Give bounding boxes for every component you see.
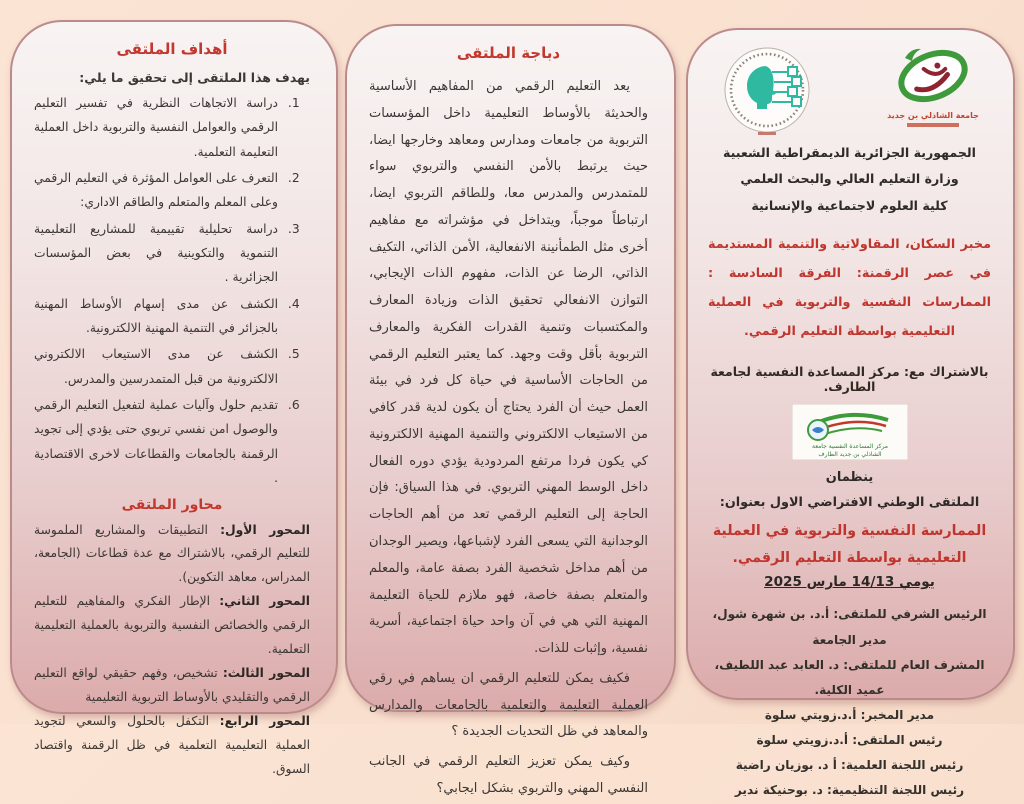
axis-item xyxy=(34,710,310,782)
gov-line: كلية العلوم لاجتماعية والإنسانية xyxy=(751,197,948,213)
event-intro: الملتقى الوطني الافتراضي الاول بعنوان: xyxy=(719,495,980,511)
axis-item xyxy=(34,590,310,662)
committee-line: رئيس الملتقى: أ.د.زويتي سلوة xyxy=(756,733,943,748)
committee-line: مدير المخبر: أ.د.زويتي سلوة xyxy=(764,707,935,722)
objective-item: 6. تقديم حلول وآليات عملية لتفعيل التعليم الرقمي والوصول امن نفسي تربوي حتى يؤدي إلى تجويد الرقمنة بالجامعات والقطاعات لاخرى الاقتصادية . xyxy=(34,393,284,490)
objective-item: 1. دراسة الاتجاهات النظرية في تفسير التعليم الرقمي والعوامل النفسية والتربوية داخل العملية التعليمة التعلمية. xyxy=(34,91,284,164)
axis-item xyxy=(34,519,310,591)
axis-text: التطبيقات والمشاريع الملموسة للتعليم الرقمي، بالاشتراك مع عدة قطاعات (الجامعة، المدراس، معاهد التكوين). xyxy=(34,522,310,585)
committee-line: رئيس اللجنة العلمية: أ د. بوزيان راضية xyxy=(735,758,964,773)
objective-item: 5. الكشف عن مدى الاستيعاب الالكتروني الالكترونية من قبل المتمدرسين والمدرس. xyxy=(34,342,284,391)
objectives-intro: يهدف هذا الملتقى إلى تحقيق ما يلي: xyxy=(79,70,310,85)
objective-item: 2. التعرف على العوامل المؤثرة في التعليم الرقمي وعلى المعلم والمتعلم والطاقم الاداري: xyxy=(34,166,284,215)
axis-item xyxy=(34,662,310,710)
preamble-paragraph: فكيف يمكن للتعليم الرقمي ان يساهم في رقي العملية التعليمة والتعلمية بالجامعات والمدارس والمعاهد في ظل التحديات الجديدة ؟ xyxy=(369,670,648,740)
center-logo-wrap xyxy=(708,404,991,460)
svg-text:مركز المساعدة النفسية جامعة: مركز المساعدة النفسية جامعة xyxy=(811,443,888,451)
objective-item: 3. دراسة تحليلية تقييمية للمشاريع التعليمية التنموية والتكوينية في بعض المؤسسات الجزائرية . xyxy=(34,217,284,290)
organizers-line: ينظمان xyxy=(825,470,874,486)
objectives-list xyxy=(34,91,310,491)
axis-label: المحور الرابع: xyxy=(219,714,310,729)
objectives-title: أهداف الملتقى xyxy=(116,40,228,58)
preamble-title: دباجة الملتقى xyxy=(456,44,561,62)
axes-list xyxy=(34,519,310,783)
preamble-paragraph: وكيف يمكن تعزيز التعليم الرقمي في الجانب النفسي المهني والتربوي بشكل ايجابي؟ xyxy=(369,754,648,796)
logo-row xyxy=(708,42,991,140)
axis-text: تشخيص، وفهم حقيقي لواقع التعليم الرقمي والتقليدي بالأوساط التربوية التعليمية xyxy=(34,666,310,705)
preamble-body xyxy=(369,74,648,803)
gov-lines xyxy=(708,140,991,219)
panel-objectives xyxy=(10,20,338,777)
partnership-line: بالاشتراك مع: مركز المساعدة النفسية لجامعة الطارف. xyxy=(710,364,989,395)
event-date: يومي 14/13 مارس 2025 xyxy=(764,574,935,591)
axis-label: المحور الثالث: xyxy=(222,666,311,681)
panel-preamble xyxy=(345,24,676,796)
svg-text:الشاذلي بن جديد الطارف: الشاذلي بن جديد الطارف xyxy=(817,451,882,459)
university-logo-icon xyxy=(883,44,983,136)
panel-info xyxy=(686,28,1015,798)
preamble-paragraph: يعد التعليم الرقمي من المفاهيم الأساسية والحديثة بالأوساط التعليمية داخل المؤسسات التربوية من جامعات ومدارس ومعاهد وخارجها ايضا، حيث يرتبط بالأمن النفسي والتربوي سواء للمتمدرس والمدرس معا، وللطاقم التربوي ايضا، ارتباطاً موجباً، ويتداخل في مؤشراته مع مفاهيم أخرى مثل الطمأنينة الانفعالية، الأمن الذاتي، التكيف الذاتي، الرضا عن الذات، مفهوم الذات الإيجابي، التوازن الانفعالي تحقيق الذات وزيادة المعارف والمكتسبات وتنمية القدرات الفكرية والمعارف التربوية بأقل وقت وجهد. كما يعتبر التعليم الرقمي من الحاجات الأساسية في حياة كل فرد في بيئة العمل حيث أن الفرد يحتاج أن يكون لدية قدر كافي من الاستيعاب الالكتروني والتنمية المهنية الالكترونية كي يكون فردا مرتفع المردودية يؤدي دوره الفعال داخل الوسط المهني التربوي. في هذا السياق: فإن الحاجة إلى التعليم الرقمي تعد من أهم الحاجات الوجدانية التي يسعى الفرد لإشباعها، ويصير الوجدان من أهم مداخل شخصية الفرد بصفة عامة، والمعلم والمتعلم بصفة خاصة، فهو ملازم للحياة التعليمة المهنية التي هي في آن واحد حياة اجتماعية، أسرية نفسية، وإثبات للذات. xyxy=(369,79,648,657)
gov-line: وزارة التعليم العالي والبحث العلمي xyxy=(740,171,959,187)
axes-title: محاور الملتقى xyxy=(121,496,223,513)
axis-label: المحور الثاني: xyxy=(219,594,310,609)
committee-list xyxy=(708,602,991,803)
gov-line: الجمهورية الجزائرية الديمقراطية الشعبية xyxy=(723,145,976,160)
committee-line: الرئيس الشرفي للملتقى: أ.د. بن شهرة شول، مدير الجامعة xyxy=(712,607,987,647)
axis-text: التكفل بالحلول والسعي لتجويد العملية التعليمية التعلمية في ظل الرقمنة واقتصاد السوق. xyxy=(34,714,310,777)
objective-item: 4. الكشف عن مدى إسهام الأوساط المهنية بالجزائر في التنمية المهنية الالكترونية. xyxy=(34,292,284,341)
event-title: الممارسة النفسية والتربوية في العملية التعليمية بواسطة التعليم الرقمي. xyxy=(712,523,987,567)
lab-seal-logo-icon xyxy=(722,44,814,140)
committee-line: المشرف العام للملتقى: د. العابد عبد اللطيف، عميد الكلية. xyxy=(714,657,985,697)
committee-line: رئيس اللجنة التنظيمية: د. بوحنيكة ندير xyxy=(734,783,965,798)
svg-text:جامعة الشاذلي بن جديد: جامعة الشاذلي بن جديد xyxy=(887,111,979,120)
assistance-center-logo-icon xyxy=(792,404,908,460)
lab-paragraph: مخبر السكان، المقاولاتية والتنمية المستديمة في عصر الرقمنة: الفرقة السادسة : الممارسات النفسية والتربوية في العملية التعليمية بواسطة التعليم الرقمي. xyxy=(708,237,991,339)
axis-text: الإطار الفكري والمفاهيم للتعليم الرقمي والخصائص النفسية والتربوية بالعملية التعليمية التعلمية. xyxy=(34,594,310,657)
axis-label: المحور الأول: xyxy=(220,522,310,537)
